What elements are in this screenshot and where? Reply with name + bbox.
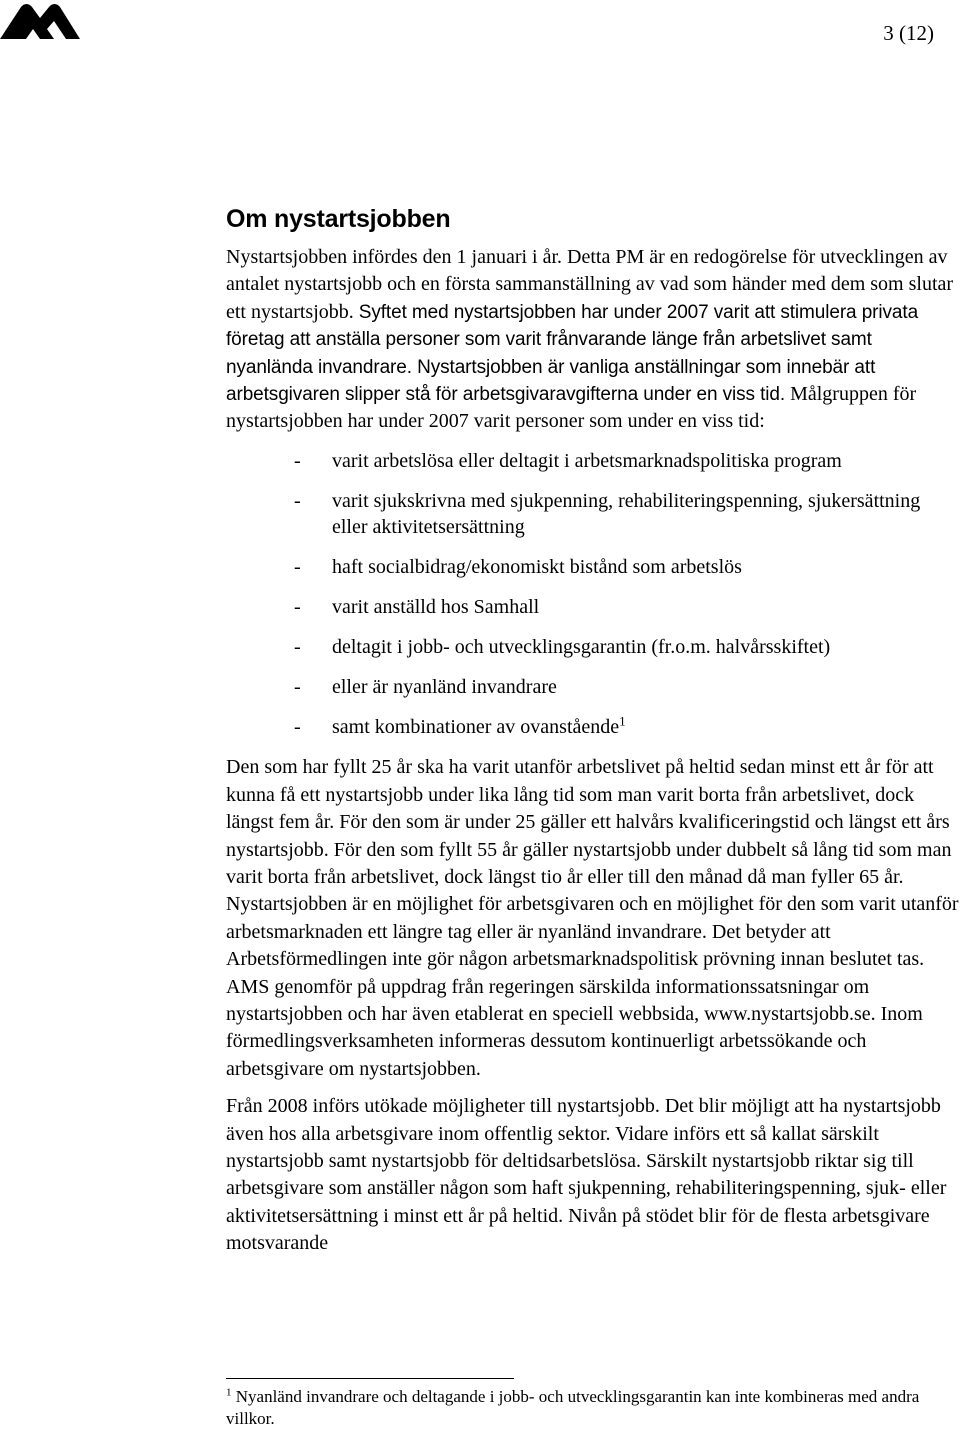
expansion-paragraph: Från 2008 införs utökade möjligheter till nystartsjobb. Det blir möjligt att ha nystartsjobb även hos alla arbetsgivare inom offentlig sektor. Vidare införs ett så kallat särskilt nystartsjobb samt nystartsjobb för deltidsarbetslösa. Särskilt nystartsjobb riktar sig till arbetsgivare som anställer någon som haft sjukpenning, rehabiliteringspenning, sjuk- eller aktivitetsersättning i minst ett år på heltid. Nivån på stödet blir för de flesta arbetsgivare motsvarande xyxy=(226,1095,947,1255)
footnote-number: 1 xyxy=(226,1386,232,1399)
intro-end: Målgruppen för nystartsjobben har under 2007 varit personer som under en viss tid: xyxy=(226,383,917,433)
section-title: Om nystartsjobben xyxy=(226,205,451,233)
footnote xyxy=(226,1386,960,1430)
eligibility-paragraph: Den som har fyllt 25 år ska ha varit utanför arbetslivet på heltid sedan minst ett år för att kunna få ett nystartsjobb under lika lång tid som man varit borta från arbetslivet, dock längst fem år. För den som är under 25 gäller ett halvårs kvalificeringstid och längst ett års nystartsjobb. För den som fyllt 55 år gäller nystartsjobb under dubbelt så lång tid som man varit borta från arbetslivet, dock längst tio år eller till den månad då man fyller 65 år. Nystartsjobben är en möjlighet för arbetsgivaren och en möjlighet för den som varit utanför arbetsmarknaden ett längre tag eller är nyanländ invandrare. Det betyder att Arbetsförmedlingen inte gör någon arbetsmarknadspolitisk prövning innan beslutet tas. AMS genomför på uppdrag från regeringen särskilda informationssatsningar om nystartsjobben och har även etablerat en speciell webbsida, www.nystartsjobb.se. Inom förmedlingsverksamheten informeras dessutom kontinuerligt arbetssökande och arbetsgivare om nystartsjobben. xyxy=(226,756,959,1080)
dash-marker: - xyxy=(294,556,301,579)
dash-marker: - xyxy=(294,596,301,619)
dash-marker: - xyxy=(294,449,301,472)
list-item: - deltagit i jobb- och utvecklingsgarantin (fr.o.m. halvårsskiftet) xyxy=(226,634,960,661)
intro-start: Nystartsjobben infördes den 1 januari i år. Detta PM är en redogörelse för utvecklingen av antalet nystartsjobb och en första sammanställning av vad som händer med dem som slutar ett nystartsjobb. xyxy=(226,246,954,323)
footnote-text: Nyanländ invandrare och deltagande i jobb- och utvecklingsgarantin kan inte kombineras med andra villkor. xyxy=(226,1387,920,1428)
page-number: 3 (12) xyxy=(883,21,934,45)
dash-marker: - xyxy=(294,716,301,739)
dash-marker: - xyxy=(294,636,301,659)
list-item: - varit anställd hos Samhall xyxy=(226,594,960,621)
target-group-list xyxy=(226,448,960,741)
list-item: - samt kombinationer av ovanstående$^1$ xyxy=(226,714,960,741)
dash-marker: - xyxy=(294,676,301,699)
intro-highlight: Syftet med nystartsjobben har under 2007 varit att stimulera privata företag att anställa personer som varit frånvarande länge från arbetslivet samt nyanlända invandrare. Nystartsjobben är vanliga anställningar som innebär att arbetsgivaren slipper stå för arbetsgivaravgifterna under en viss tid. xyxy=(226,301,919,406)
list-item: - haft socialbidrag/ekonomiskt bistånd som arbetslös xyxy=(226,554,960,581)
list-item: - eller är nyanländ invandrare xyxy=(226,674,960,701)
footnote-reference: 1 xyxy=(619,713,626,729)
document-body xyxy=(226,204,960,1258)
intro-paragraph xyxy=(226,244,960,436)
dash-marker: - xyxy=(294,489,301,512)
list-item: - varit arbetslösa eller deltagit i arbetsmarknadspolitiska program xyxy=(226,448,960,475)
agency-logo-icon xyxy=(0,3,80,41)
footnote-divider xyxy=(226,1378,514,1379)
list-item: - varit sjukskrivna med sjukpenning, rehabiliteringspenning, sjukersättning eller aktivitetsersättning xyxy=(294,489,921,539)
